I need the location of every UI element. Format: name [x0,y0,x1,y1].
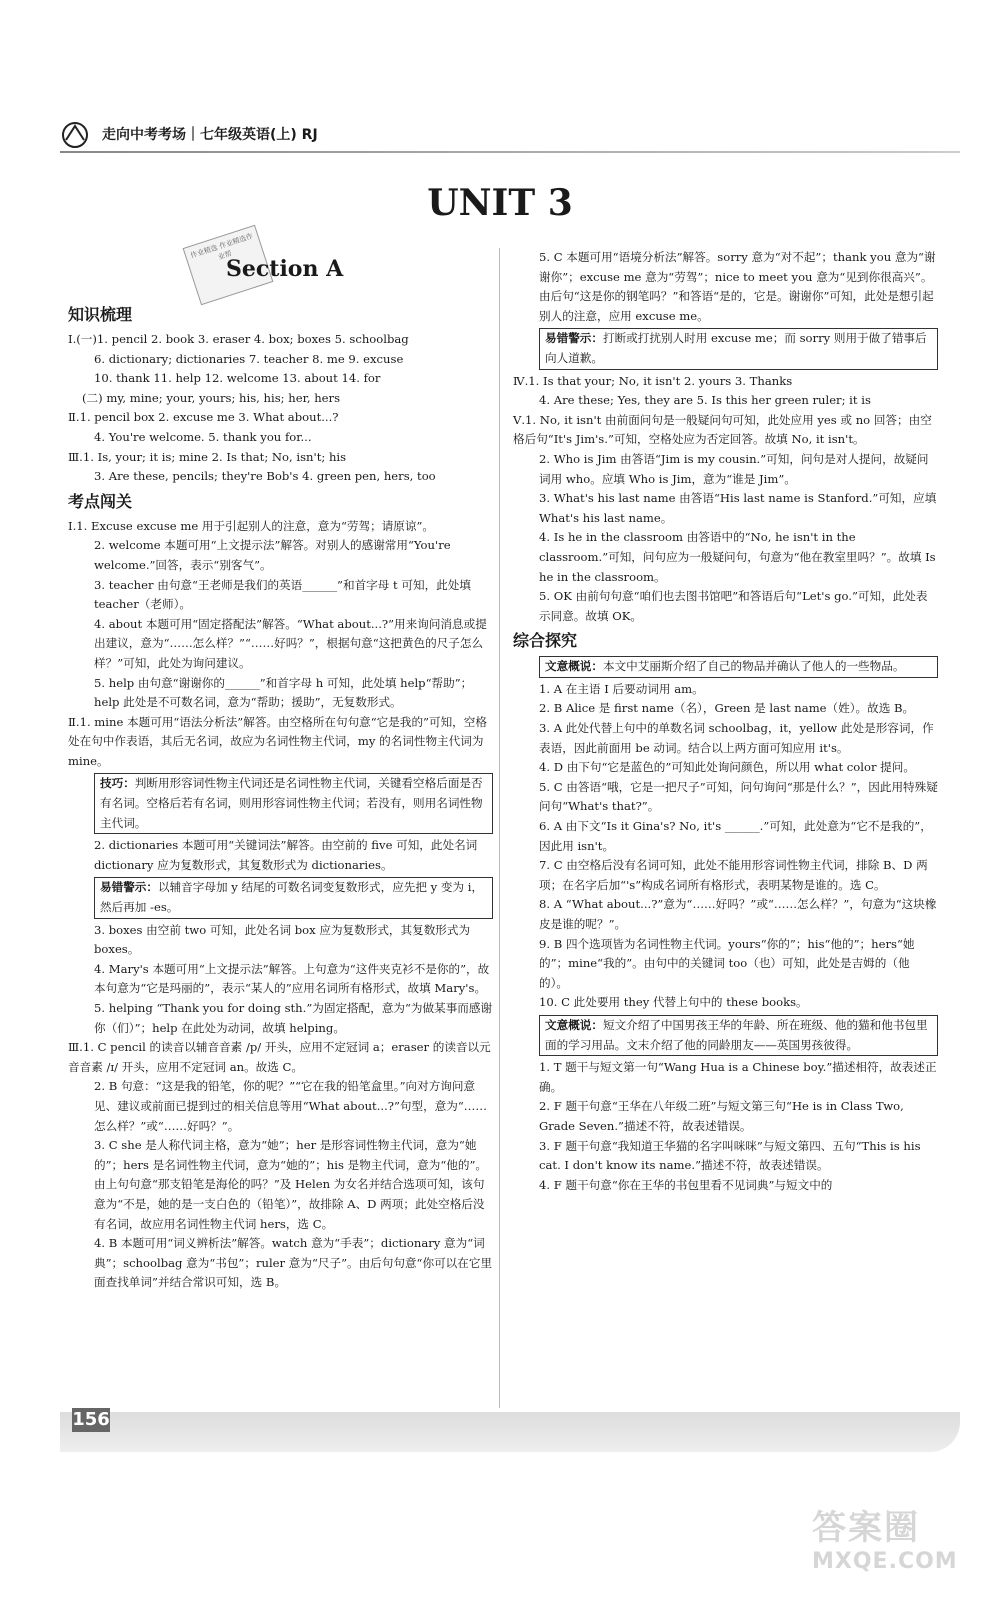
knowledge-line: 10. thank 11. help 12. welcome 13. about 14. for [94,371,381,386]
answer-item: 5. help 由句意“谢谢你的______”和首字母 h 可知，此处填 help“帮助”；help 此处是不可数名词，意为“帮助；援助”，无复数形式。 [94,675,473,710]
summary-label: 文意概说： [545,659,603,674]
answer-item: 2. F 题干句意“王华在八年级二班”与短文第三句“He is in Class Two, Grade Seven.”描述不符，故表述错误。 [539,1099,904,1133]
answer-item: Ⅱ.1. mine 本题可用“语法分析法”解答。由空格所在句句意“它是我的”可知，空格处在句中作表语，其后无名词，故应为名词性物主代词，my 的名词性物主代词为 mine。 [68,714,487,768]
answer-item: 10. C 此处要用 they 代替上句中的 these books。 [539,995,808,1010]
answer-item: 1. A 在主语 I 后要动词用 am。 [539,681,704,696]
warning-box [539,328,938,369]
answer-item: 2. welcome 本题可用“上文提示法”解答。对别人的感谢常用“You're welcome.”回答，表示“别客气”。 [94,538,451,572]
knowledge-line: 6. dictionary; dictionaries 7. teacher 8. me 9. excuse [94,351,404,366]
answer-item: 4. D 由下句“它是蓝色的”可知此处询问颜色，所以用 what color 提问。 [539,760,915,775]
summary-box [539,656,938,678]
answer-item: 1. T 题干与短文第一句“Wang Hua is a Chinese boy.”描述相符，故表述正确。 [539,1060,937,1094]
answer-item: 3. C she 是人称代词主格，意为“她”；her 是形容词性物主代词，意为“她的”；hers 是名词性物主代词，意为“她的”；his 是物主代词，意为“他的”。由上句句意“那支铅笔是海伦的吗？”及 Helen 为女名并结合选项可知，该句意为“不是，她的是一支白色的（铅笔）”，故排除 A、D 两项；此处空格后没有名词，故应用名词性物主代词 hers，选 C。 [94,1138,487,1231]
page-number: 156 [72,1409,110,1430]
watermark-url: MXQE.COM [812,1549,958,1574]
summary-label: 文意概说： [545,1017,603,1032]
answer-item: 2. dictionaries 本题可用“关键词法”解答。由空前的 five 可知，此处名词 dictionary 应为复数形式，其复数形式为 dictionaries。 [94,838,478,872]
answer-item: 5. C 本题可用“语境分析法”解答。sorry 意为“对不起”；thank you 意为“谢谢你”；excuse me 意为“劳驾”；nice to meet you 意为“见到你很高兴”。由后句“这是你的钢笔吗？”和答语“是的，它是。谢谢你”可知，此处是想引起别人的注意，应用 excuse me。 [539,250,936,323]
footer-band [60,1412,960,1452]
publisher-logo-icon [60,120,90,150]
answer-item: Ⅴ.1. No, it isn't 由前面问句是一般疑问句可知，此处应用 yes 或 no 回答；由空格后句“It's Jim's.”可知，空格处应为否定回答。故填 No, it isn't。 [513,412,932,447]
answer-item: Ⅳ.1. Is that your; No, it isn't 2. yours 3. Thanks [513,373,793,388]
answer-item: 5. helping “Thank you for doing sth.”为固定搭配，意为“为做某事而感谢你（们）”；help 在此处为动词，故填 helping。 [94,1001,493,1035]
section-title: Section A [226,256,344,282]
answer-item: 6. A 由下文“Is it Gina's? No, it's ______.”可知，此处意为“它不是我的”，因此用 isn't。 [539,819,932,853]
answer-item: 3. What's his last name 由答语“His last name is Stanford.”可知，应填 What's his last name。 [539,491,937,525]
answer-item: 2. B Alice 是 first name（名），Green 是 last name（姓）。故选 B。 [539,701,915,716]
heading-points: 考点闯关 [68,491,133,511]
watermark-logo-text: 答案圈 [812,1508,920,1548]
answer-item: 3. A 此处代替上句中的单数名词 schoolbag，it，yellow 此处是形容词，作表语，因此前面用 be 动词。结合以上两方面可知应用 it's。 [539,721,934,755]
answer-item: 4. B 本题可用“词义辨析法”解答。watch 意为“手表”；dictionary 意为“词典”；schoolbag 意为“书包”；ruler 意为“尺子”。由后句句意“你可以在它里面查找单词”并结合常识可知，选 B。 [94,1236,493,1290]
knowledge-line: Ⅲ.1. Is, your; it is; mine 2. Is that; No, isn't; his [68,449,347,464]
tip-box [94,773,493,834]
header-rule [60,151,960,153]
warning-text: 以辅音字母加 y 结尾的可数名词变复数形式，应先把 y 变为 i，然后再加 -es。 [100,880,484,915]
tip-text: 判断用形容词性物主代词还是名词性物主代词，关键看空格后面是否有名词。空格后若有名词，则用形容词性物主代词；若没有，则用名词性物主代词。 [100,776,483,830]
knowledge-line: (二) my, mine; your, yours; his, his; her, hers [82,390,341,405]
warning-box [94,877,493,918]
warning-label: 易错警示： [100,880,158,895]
page-header [60,120,960,154]
answer-item: 4. F 题干句意“你在王华的书包里看不见词典”与短文中的 [539,1177,833,1192]
answer-item: 3. teacher 由句意“王老师是我们的英语______”和首字母 t 可知，此处填 teacher（老师）。 [94,577,471,612]
left-column [68,300,493,1293]
answer-item: 4. Mary's 本题可用“上文提示法”解答。上句意为“这件夹克衫不是你的”，故本句意为“它是玛丽的”，表示“某人的”应用名词所有格形式，故填 Mary's。 [94,961,490,996]
heading-knowledge: 知识梳理 [68,305,133,324]
column-divider [499,248,500,1408]
knowledge-line: Ⅰ.(一)1. pencil 2. book 3. eraser 4. box; boxes 5. schoolbag [68,332,409,346]
answer-item: 7. C 由空格后没有名词可知，此处不能用形容词性物主代词，排除 B、D 两项；在名字后加“'s”构成名词所有格形式，表明某物是谁的。选 C。 [539,858,928,892]
watermark [812,1500,962,1590]
stamp-text: 作业精选 作业精选作业帮 [189,232,255,262]
answer-item: 4. Is he in the classroom 由答语中的“No, he isn't in the classroom.”可知，问句应为一般疑问句，句意为“他在教室里吗？”。故填 Is he in the classroom。 [539,530,936,584]
knowledge-line: 4. You're welcome. 5. thank you for... [94,429,312,444]
answer-item: Ⅰ.1. Excuse excuse me 用于引起别人的注意，意为“劳驾；请原谅”。 [68,518,435,533]
header-title: 走向中考考场｜七年级英语(上) RJ [102,127,318,143]
knowledge-line: 3. Are these, pencils; they're Bob's 4. green pen, hers, too [94,469,436,484]
knowledge-line: Ⅱ.1. pencil box 2. excuse me 3. What about...? [68,410,339,425]
warning-label: 易错警示： [545,331,603,346]
answer-item: 5. C 由答语“哦，它是一把尺子”可知，问句询问“那是什么？”，因此用特殊疑问句“What's that?”。 [539,779,938,814]
summary-text: 短文介绍了中国男孩王华的年龄、所在班级、他的猫和他书包里面的学习用品。文末介绍了他的同龄朋友——英国男孩彼得。 [545,1017,928,1052]
answer-item: 8. A “What about...?”意为“……好吗？”或“……怎么样？”，句意为“这块橡皮是谁的呢？”。 [539,897,937,931]
summary-box [539,1015,938,1056]
heading-comprehensive: 综合探究 [513,631,578,651]
warning-text: 打断或打扰别人时用 excuse me；而 sorry 则用于做了错事后向人道歉。 [545,331,927,365]
answer-item: 2. B 句意：“这是我的铅笔，你的呢？”“它在我的铅笔盒里。”向对方询问意见、建议或前面已提到过的相关信息等用“What about...?”句型，意为“……怎么样？”或“……好吗？”。 [94,1079,487,1133]
answer-item: 3. F 题干句意“我知道王华猫的名字叫咪咪”与短文第四、五句“This is his cat. I don't know its name.”描述不符，故表述错误。 [539,1138,921,1173]
unit-title: UNIT 3 [427,182,573,224]
tip-label: 技巧： [100,776,135,791]
answer-item: 9. B 四个选项皆为名词性物主代词。yours“你的”；his“他的”；hers“她的”；mine“我的”。由句中的关键词 too（也）可知，此处是吉姆的（他的）。 [539,936,915,990]
answer-item: 4. about 本题可用“固定搭配法”解答。“What about...?”用来询问消息或提出建议，意为“……怎么样？”“……好吗？”，根据句意“这把黄色的尺子怎么样？”可知，此处为询问建议。 [94,616,487,670]
answer-item: 5. OK 由前句句意“咱们也去图书馆吧”和答语后句“Let's go.”可知，此处表示同意。故填 OK。 [539,589,928,623]
answer-item: 3. boxes 由空前 two 可知，此处名词 box 应为复数形式，其复数形式为 boxes。 [94,922,471,957]
answer-item: Ⅲ.1. C pencil 的读音以辅音音素 /p/ 开头，应用不定冠词 a；eraser 的读音以元音音素 /ɪ/ 开头，应用不定冠词 an。故选 C。 [68,1040,491,1074]
answer-item: 4. Are these; Yes, they are 5. Is this her green ruler; it is [539,393,871,408]
summary-text: 本文中艾丽斯介绍了自己的物品并确认了他人的一些物品。 [602,659,905,674]
answer-item: 2. Who is Jim 由答语“Jim is my cousin.”可知，问句是对人提问，故疑问词用 who。应填 Who is Jim，意为“谁是 Jim”。 [539,451,929,486]
right-column [513,248,938,1195]
